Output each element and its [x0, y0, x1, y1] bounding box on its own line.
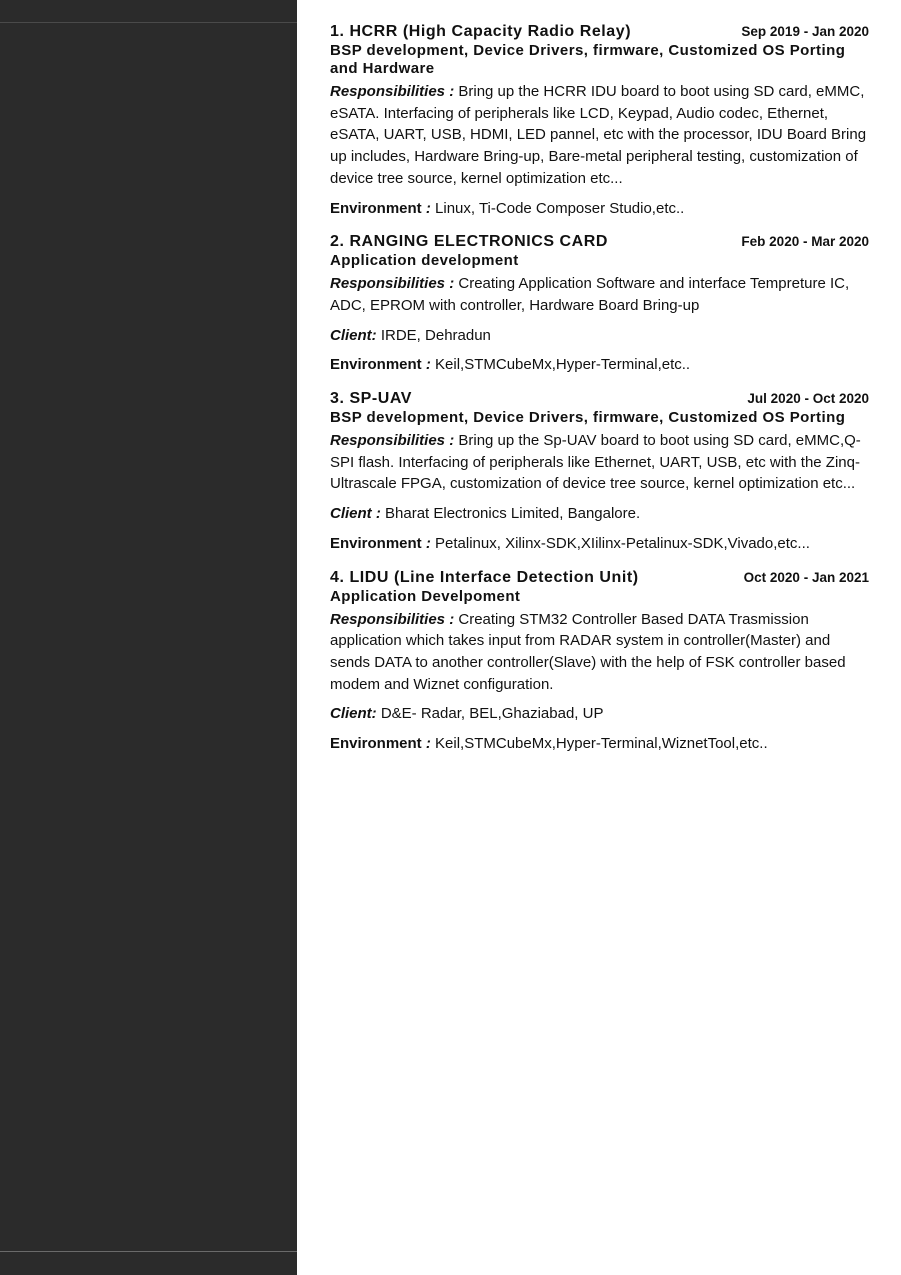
project-dates: Jul 2020 - Oct 2020: [747, 391, 869, 407]
project-dates: Oct 2020 - Jan 2021: [743, 569, 869, 585]
project-title: 2. RANGING ELECTRONICS CARD: [330, 233, 608, 251]
client-paragraph: [330, 325, 869, 347]
responsibilities-label: Responsibilities :: [330, 83, 455, 100]
environment-paragraph: [330, 733, 869, 755]
project-title: 1. HCRR (High Capacity Radio Relay): [330, 23, 632, 40]
client-paragraph: [330, 503, 869, 525]
environment-text: Keil,STMCubeMx,Hyper-Terminal,WiznetTool,etc..: [435, 735, 768, 753]
responsibilities-text: Creating STM32 Controller Based DATA Trasmission application which takes input from RADAR system in controller(Master) and sends DATA to another controller(Slave) with the help of FSK controller based modem and Wiznet configuration.: [330, 610, 846, 693]
project-title: 3. SP-UAV: [330, 390, 413, 408]
project-header: [330, 568, 869, 588]
responsibilities-paragraph: [330, 430, 869, 495]
responsibilities-text: Creating Application Software and interface Tempreture IC, ADC, EPROM with controller, Hardware Board Bring-up: [330, 275, 850, 314]
project-lidu: [330, 568, 869, 755]
responsibilities-paragraph: [330, 81, 869, 190]
project-subtitle: BSP development, Device Drivers, firmware, Customized OS Porting: [330, 409, 846, 427]
client-text: Bharat Electronics Limited, Bangalore.: [385, 505, 641, 523]
environment-text: Keil,STMCubeMx,Hyper-Terminal,etc..: [435, 356, 691, 374]
environment-paragraph: [330, 533, 869, 555]
responsibilities-label: Responsibilities :: [330, 275, 455, 293]
project-ranging-electronics-card: [330, 232, 869, 376]
client-text: IRDE, Dehradun: [380, 326, 491, 344]
project-title: 4. LIDU (Line Interface Detection Unit): [330, 568, 639, 586]
project-header: [330, 389, 869, 409]
client-label: Client:: [330, 326, 377, 344]
project-hcrr: [330, 22, 869, 219]
environment-text: Petalinux, Xilinx-SDK,XIilinx-Petalinux-SDK,Vivado,etc...: [435, 534, 810, 552]
responsibilities-paragraph: [330, 273, 869, 316]
project-dates: Sep 2019 - Jan 2020: [741, 24, 869, 39]
project-subtitle: Application development: [330, 252, 519, 270]
environment-colon: :: [421, 534, 431, 552]
project-dates: Feb 2020 - Mar 2020: [741, 234, 869, 250]
project-subtitle: BSP development, Device Drivers, firmware, Customized OS Porting and Hardware: [330, 42, 846, 77]
environment-colon: :: [421, 199, 431, 217]
environment-label: Environment: [330, 735, 422, 753]
sidebar-top-divider: [0, 22, 297, 23]
environment-text: Linux, Ti-Code Composer Studio,etc..: [435, 199, 685, 217]
responsibilities-text: Bring up the Sp-UAV board to boot using SD card, eMMC,Q-SPI flash. Interfacing of peripherals like Ethernet, UART, USB, etc with the Zinq-Ultrascale FPGA, customization of device tree source, kernel optimization etc...: [330, 432, 861, 493]
responsibilities-text: Bring up the HCRR IDU board to boot using SD card, eMMC, eSATA. Interfacing of peripherals like LCD, Keypad, Audio codec, Ethernet, eSATA, UART, USB, HDMI, LED pannel, etc with the processor, IDU Board Bring up includes, Hardware Bring-up, Bare-metal peripheral testing, customization of device tree source, kernel optimization etc...: [330, 83, 867, 187]
client-text: D&E- Radar, BEL,Ghaziabad, UP: [380, 705, 604, 723]
environment-colon: :: [421, 356, 431, 374]
environment-label: Environment: [330, 356, 422, 374]
environment-paragraph: [330, 354, 869, 376]
project-sp-uav: [330, 389, 869, 555]
project-header: [330, 22, 869, 42]
environment-colon: :: [421, 735, 431, 753]
responsibilities-paragraph: [330, 609, 869, 696]
project-header: [330, 232, 869, 252]
environment-paragraph: [330, 198, 869, 220]
sidebar-panel: [0, 0, 297, 1275]
environment-label: Environment: [330, 199, 422, 217]
client-label: Client:: [330, 705, 377, 723]
environment-label: Environment: [330, 534, 422, 552]
client-label: Client :: [330, 505, 381, 523]
client-paragraph: [330, 703, 869, 725]
responsibilities-label: Responsibilities :: [330, 432, 455, 450]
sidebar-bottom-divider: [0, 1251, 297, 1252]
responsibilities-label: Responsibilities :: [330, 610, 455, 628]
experience-section: [330, 22, 869, 768]
project-subtitle: Application Develpoment: [330, 587, 521, 605]
